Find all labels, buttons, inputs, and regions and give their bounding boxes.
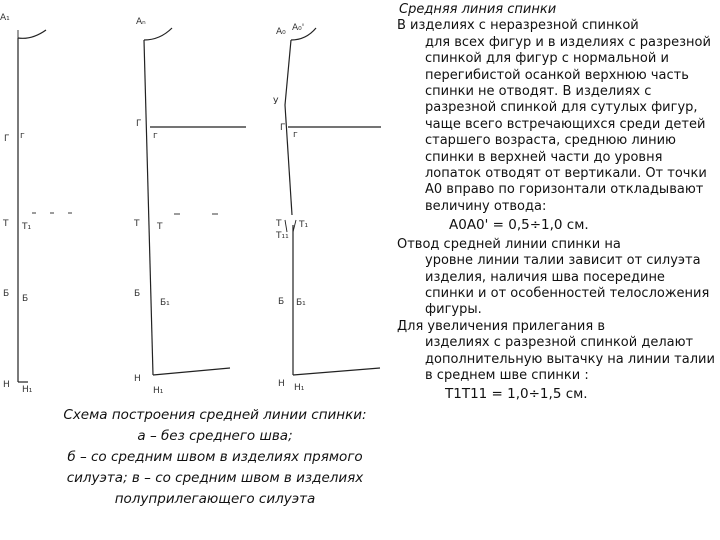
caption-line: Схема построения средней линии спинки:	[63, 407, 367, 423]
paragraph-3-body: изделиях с разрезной спинкой делают дополнительную вытачку на линии талии в среднем шве спинки :	[425, 335, 715, 383]
paragraph-1-first-line: В изделиях с неразрезной спинкой	[397, 18, 639, 34]
paragraph-2-first-line: Отвод средней линии спинки на	[397, 236, 621, 252]
caption-line: а – без среднего шва;	[137, 428, 293, 444]
caption-line: б – со средним швом в изделиях прямого	[67, 449, 363, 465]
label-b-T1: Т	[157, 222, 163, 232]
figure-a	[0, 13, 72, 395]
label-b-H: Н	[134, 374, 141, 384]
label-c-G: Г	[280, 123, 286, 133]
label-c-H: Н	[278, 379, 285, 389]
label-c-H1: Н₁	[294, 383, 305, 393]
formula-dart: Т1Т11 = 1,0÷1,5 см.	[445, 386, 588, 403]
label-a-A1: А₁	[0, 13, 10, 23]
label-b-A: Аₙ	[136, 17, 146, 27]
label-c-A0p: А₀'	[292, 23, 305, 33]
label-a-B1: Б	[22, 294, 29, 304]
label-a-G: Г	[4, 134, 10, 144]
label-b-H1: Н₁	[153, 386, 164, 396]
figure-c-upper-segment	[285, 105, 292, 215]
figure-b-neck-curve	[144, 28, 172, 40]
label-c-g: г	[293, 130, 298, 140]
paragraph-3	[397, 319, 715, 385]
caption-line: силуэта; в – со средним швом в изделиях	[66, 470, 364, 486]
figure-c-top-segment	[285, 40, 291, 105]
label-a-H1: Н₁	[22, 385, 33, 395]
label-a-g: г	[20, 131, 25, 141]
label-c-B: Б	[278, 297, 285, 307]
figure-b-center-line	[144, 40, 153, 375]
paragraph-1-body: для всех фигур и в изделиях с разрезной спинкой для фигур с нормальной и перегибистой осанкой верхнюю часть спинки не отводят. В изделиях с разрезной спинкой для сутулых фигур, чаще всего встречающихся среди детей старшего возраста, среднюю линию спинки в верхней части до уровня лопаток отводят от вертикали. От точки А0 вправо по горизонтали откладывают величину отвода:	[425, 34, 711, 214]
label-c-T1: Т₁	[299, 220, 309, 230]
formula-offset: А0А0' = 0,5÷1,0 см.	[449, 217, 589, 234]
label-b-B: Б	[134, 289, 141, 299]
figure-b-hem-line	[153, 368, 230, 375]
explanation-text	[397, 0, 715, 403]
figure-a-neck-curve	[18, 30, 46, 38]
figure-c-hem-line	[293, 368, 380, 375]
label-a-T: Т	[3, 219, 9, 229]
figure-c	[273, 23, 381, 393]
paragraph-2	[397, 237, 715, 319]
label-c-T: Т	[276, 219, 282, 229]
label-a-B: Б	[3, 289, 10, 299]
label-c-U: У	[273, 97, 279, 107]
label-c-T11: Т₁₁	[276, 231, 289, 241]
paragraph-2-body: уровне линии талии зависит от силуэта изделия, наличия шва посередине спинки и от особенностей телосложения фигуры.	[425, 253, 710, 318]
paragraph-3-first-line: Для увеличения прилегания в	[397, 318, 605, 334]
label-c-A0: А₀	[276, 27, 286, 37]
label-c-B1: Б₁	[296, 298, 306, 308]
label-b-g: г	[153, 131, 158, 141]
section-title: Средняя линия спинки	[399, 2, 557, 17]
paragraph-1	[397, 18, 715, 215]
diagram-caption	[40, 405, 390, 510]
label-b-G: Г	[136, 119, 142, 129]
label-b-T: Т	[134, 219, 140, 229]
caption-line: полуприлегающего силуэта	[114, 491, 316, 507]
label-a-H: Н	[3, 380, 10, 390]
figure-b	[133, 17, 246, 396]
label-a-T1: Т₁	[22, 222, 32, 232]
label-b-B1: Б₁	[160, 298, 170, 308]
